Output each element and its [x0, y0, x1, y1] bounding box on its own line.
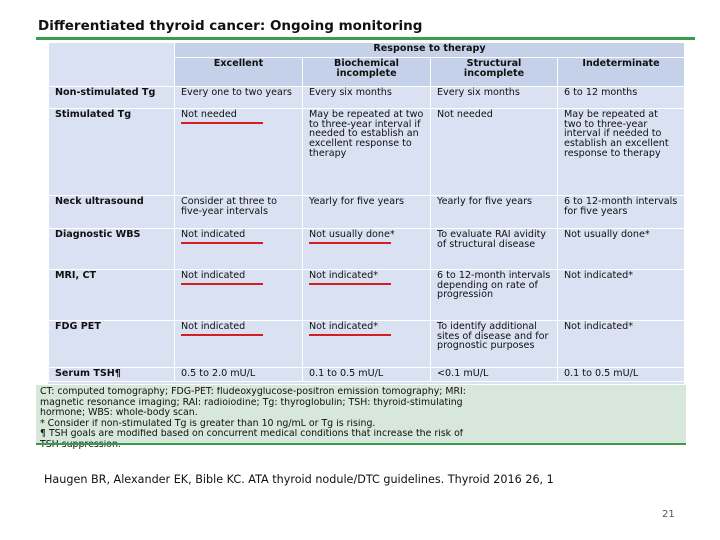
footnote-line: ¶ TSH goals are modified based on concurrent medical conditions that increase the risk of — [40, 429, 464, 440]
table-cell: Yearly for five years — [431, 196, 558, 229]
column-header-excellent: Excellent — [175, 58, 303, 87]
row-label: Neck ultrasound — [49, 196, 175, 229]
cell-text: Not indicated — [181, 270, 246, 281]
slide-title: Differentiated thyroid cancer: Ongoing monitoring — [38, 18, 423, 34]
table-cell: Not indicated* — [558, 270, 685, 321]
table-cell: <0.1 mU/L — [431, 368, 558, 382]
row-label: Serum TSH¶ — [49, 368, 175, 382]
table-cell: 6 to 12 months — [558, 87, 685, 109]
monitoring-table-container — [48, 42, 684, 384]
table-cell-annotated — [175, 321, 303, 368]
title-divider — [36, 37, 695, 40]
column-header-structural-incomplete: Structural incomplete — [431, 58, 558, 87]
table-cell: Yearly for five years — [303, 196, 431, 229]
table-cell: Every one to two years — [175, 87, 303, 109]
red-underline-annotation — [309, 334, 391, 336]
table-cell: Every six months — [303, 87, 431, 109]
table-cell: Not needed — [431, 109, 558, 196]
table-cell: To evaluate RAI avidity of structural disease — [431, 229, 558, 270]
citation-text: Haugen BR, Alexander EK, Bible KC. ATA thyroid nodule/DTC guidelines. Thyroid 2016 26, 1 — [44, 473, 554, 486]
table-cell-annotated — [303, 321, 431, 368]
column-header-biochemical-incomplete: Biochemical incomplete — [303, 58, 431, 87]
footnote-line: hormone; WBS: whole-body scan. — [40, 408, 198, 419]
response-to-therapy-header: Response to therapy — [175, 43, 685, 58]
table-cell: May be repeated at two to three-year interval if needed to establish an excellent response to therapy — [558, 109, 685, 196]
row-label: MRI, CT — [49, 270, 175, 321]
red-underline-annotation — [181, 242, 263, 244]
footnote-line — [40, 440, 682, 451]
table-row-diagnostic-wbs — [49, 229, 685, 270]
table-cell-annotated — [303, 270, 431, 321]
table-cell-annotated — [175, 229, 303, 270]
cell-text: Not indicated* — [309, 321, 379, 332]
row-label: Diagnostic WBS — [49, 229, 175, 270]
table-footnotes — [36, 385, 686, 443]
table-cell-annotated — [175, 109, 303, 196]
table-cell-annotated — [303, 229, 431, 270]
table-corner-cell — [49, 43, 175, 87]
table-cell: May be repeated at two to three-year interval if needed to establish an excellent response to therapy — [303, 109, 431, 196]
monitoring-table — [48, 42, 685, 382]
table-cell: Not indicated* — [558, 321, 685, 368]
table-cell-annotated — [175, 270, 303, 321]
row-label: FDG PET — [49, 321, 175, 368]
red-underline-annotation — [309, 242, 391, 244]
table-row-non-stimulated-tg — [49, 87, 685, 109]
footnote-line: magnetic resonance imaging; RAI: radioiodine; Tg: thyroglobulin; TSH: thyroid-stimulating — [40, 397, 463, 408]
table-row-stimulated-tg — [49, 109, 685, 196]
cell-text: Not indicated* — [309, 270, 379, 281]
cell-text: Not needed — [181, 109, 237, 120]
table-cell: 0.1 to 0.5 mU/L — [558, 368, 685, 382]
table-cell: Not usually done* — [558, 229, 685, 270]
footnote-divider — [36, 443, 686, 445]
cell-text: Not indicated — [181, 321, 246, 332]
table-cell: Every six months — [431, 87, 558, 109]
red-underline-annotation — [181, 283, 263, 285]
page-number: 21 — [662, 509, 675, 520]
table-cell: 0.5 to 2.0 mU/L — [175, 368, 303, 382]
table-cell: 6 to 12-month intervals depending on rate of progression — [431, 270, 558, 321]
table-row-fdg-pet — [49, 321, 685, 368]
table-row-neck-ultrasound — [49, 196, 685, 229]
table-row-mri-ct — [49, 270, 685, 321]
cell-text: Not indicated — [181, 229, 246, 240]
row-label: Non-stimulated Tg — [49, 87, 175, 109]
column-header-indeterminate: Indeterminate — [558, 58, 685, 87]
cell-text: Not usually done* — [309, 229, 395, 240]
red-underline-annotation — [181, 334, 263, 336]
row-label: Stimulated Tg — [49, 109, 175, 196]
table-row-serum-tsh — [49, 368, 685, 382]
footnote-line: * Consider if non-stimulated Tg is greater than 10 ng/mL or Tg is rising. — [40, 418, 376, 429]
table-cell: 0.1 to 0.5 mU/L — [303, 368, 431, 382]
table-cell: 6 to 12-month intervals for five years — [558, 196, 685, 229]
table-cell: Consider at three to five-year intervals — [175, 196, 303, 229]
red-underline-annotation — [309, 283, 391, 285]
table-cell: To identify additional sites of disease and for prognostic purposes — [431, 321, 558, 368]
footnote-line: CT: computed tomography; FDG-PET: fludeoxyglucose-positron emission tomography; MRI: — [40, 387, 466, 397]
red-underline-annotation — [181, 122, 263, 124]
